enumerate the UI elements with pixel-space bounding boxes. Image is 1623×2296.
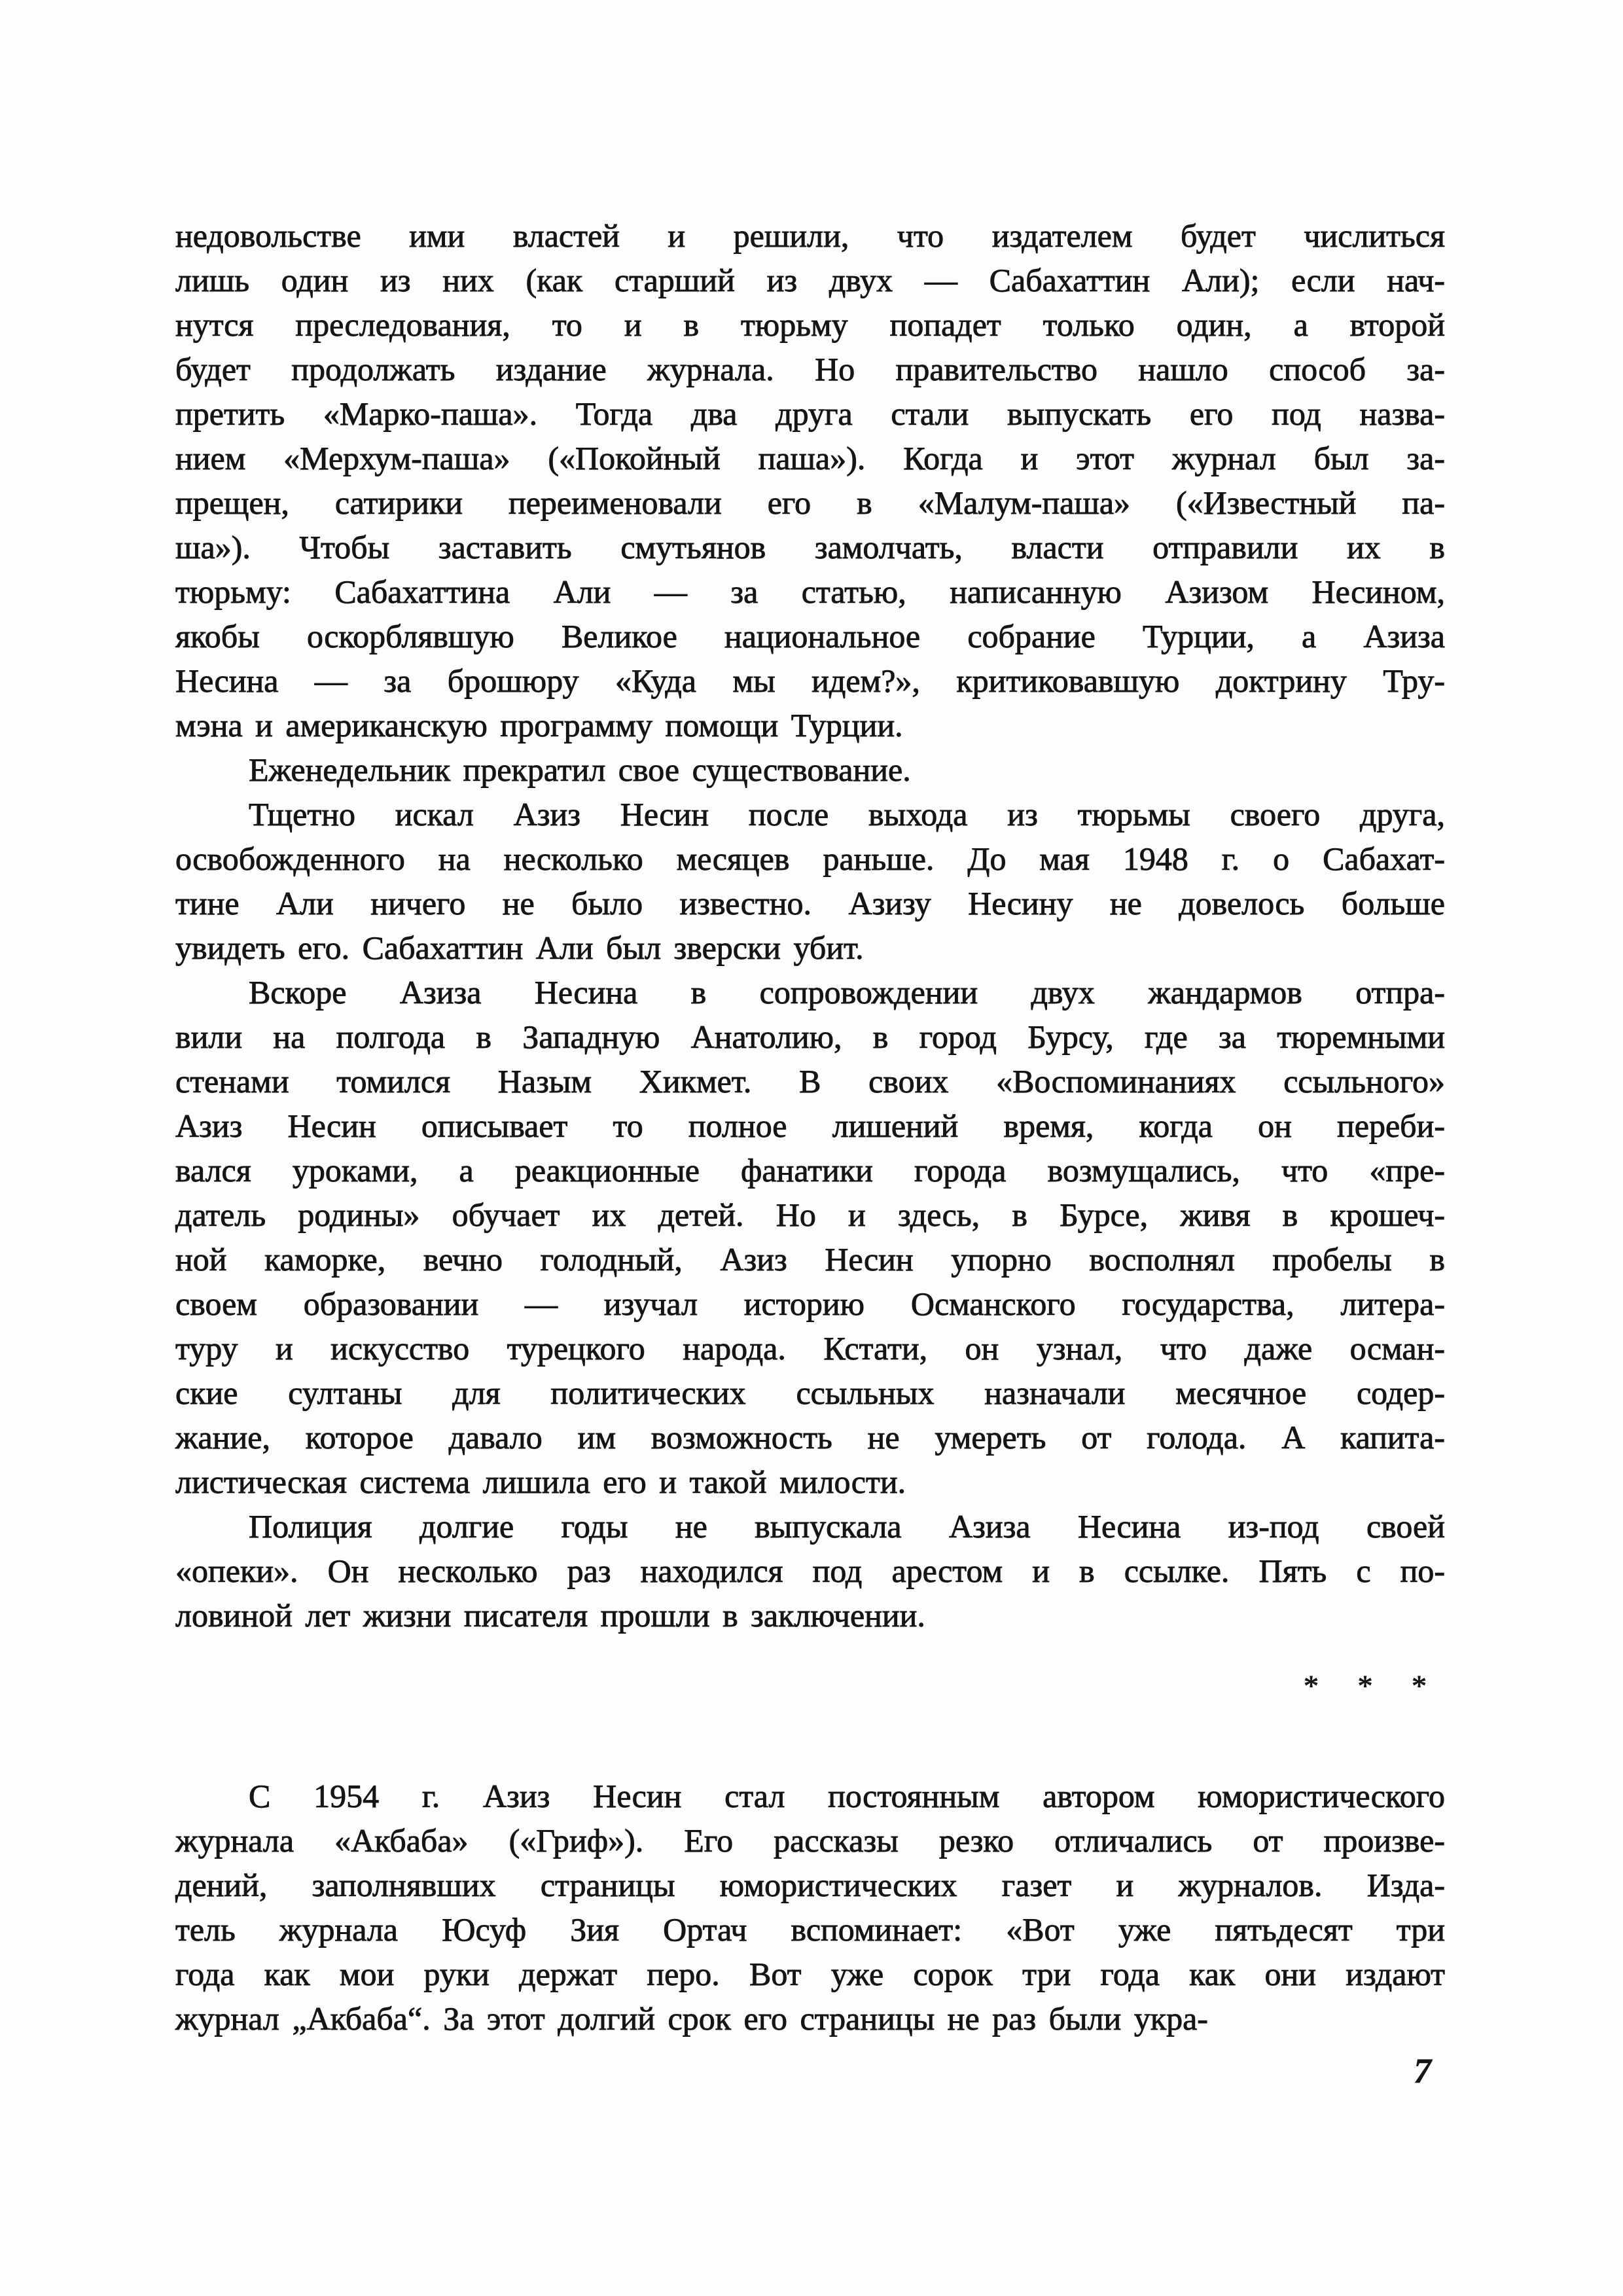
text-line: Несина — за брошюру «Куда мы идем?», критиковавшую доктрину Тру-: [175, 662, 1445, 699]
paragraph: [175, 747, 1445, 792]
text-line: своем образовании — изучал историю Османского государства, литера-: [175, 1285, 1445, 1322]
text-line: тине Али ничего не было известно. Азизу Несину не довелось больше: [175, 885, 1445, 922]
text-line: вался уроками, а реакционные фанатики города возмущались, что «пре-: [175, 1152, 1445, 1189]
text-line: нием «Мерхум-паша» («Покойный паша»). Когда и этот журнал был за-: [175, 440, 1445, 476]
paragraph: [175, 1504, 1445, 1638]
text-line: претить «Марко-паша». Тогда два друга стали выпускать его под назва-: [175, 395, 1445, 432]
text-line: Азиз Несин описывает то полное лишений время, когда он переби-: [175, 1107, 1445, 1144]
text-line: ша»). Чтобы заставить смутьянов замолчать, власти отправили их в: [175, 529, 1445, 565]
text-line: дений, заполнявших страницы юмористических газет и журналов. Изда-: [175, 1867, 1445, 1903]
text-line: нутся преследования, то и в тюрьму попадет только один, а второй: [175, 306, 1445, 343]
text-line: лишь один из них (как старший из двух — Сабахаттин Али); если нач-: [175, 262, 1445, 298]
paragraph: [175, 1774, 1445, 2041]
paragraph: [175, 792, 1445, 970]
text-line: тюрьму: Сабахаттина Али — за статью, написанную Азизом Несином,: [175, 573, 1445, 610]
section-separator: * * *: [1304, 1669, 1428, 1702]
text-line: тель журнала Юсуф Зия Ортач вспоминает: «Вот уже пятьдесят три: [175, 1911, 1445, 1948]
text-line: листическая система лишила его и такой милости.: [175, 1463, 906, 1500]
text-line: ловиной лет жизни писателя прошли в заключении.: [175, 1597, 925, 1634]
text-line: жание, которое давало им возможность не умереть от голода. А капита-: [175, 1419, 1445, 1456]
paragraph: [175, 213, 1445, 747]
text-line: журнал „Акбаба“. За этот долгий срок его страницы не раз были укра-: [175, 2000, 1208, 2037]
text-line: увидеть его. Сабахаттин Али был зверски убит.: [175, 929, 864, 966]
text-line: мэна и американскую программу помощи Турции.: [175, 707, 903, 744]
paragraph: [175, 970, 1445, 1504]
text-line: Еженедельник прекратил свое существование.: [249, 751, 911, 788]
text-line: вили на полгода в Западную Анатолию, в город Бурсу, где за тюремными: [175, 1018, 1445, 1055]
page-text: [175, 213, 1445, 2041]
text-line: будет продолжать издание журнала. Но правительство нашло способ за-: [175, 351, 1445, 387]
page-number: 7: [1414, 2051, 1431, 2090]
text-line: Вскоре Азиза Несина в сопровождении двух жандармов отпра-: [249, 974, 1445, 1011]
text-line: стенами томился Назым Хикмет. В своих «Воспоминаниях ссыльного»: [175, 1063, 1445, 1100]
text-line: Полиция долгие годы не выпускала Азиза Несина из-под своей: [249, 1508, 1445, 1545]
text-line: С 1954 г. Азиз Несин стал постоянным автором юмористического: [249, 1778, 1445, 1814]
text-line: ские султаны для политических ссыльных назначали месячное содер-: [175, 1374, 1445, 1411]
text-line: недовольстве ими властей и решили, что издателем будет числиться: [175, 217, 1445, 254]
text-line: журнала «Акбаба» («Гриф»). Его рассказы резко отличались от произве-: [175, 1822, 1445, 1859]
text-line: якобы оскорблявшую Великое национальное собрание Турции, а Азиза: [175, 618, 1445, 655]
text-line: «опеки». Он несколько раз находился под арестом и в ссылке. Пять с по-: [175, 1552, 1445, 1589]
text-line: ной каморке, вечно голодный, Азиз Несин упорно восполнял пробелы в: [175, 1241, 1445, 1278]
text-line: датель родины» обучает их детей. Но и здесь, в Бурсе, живя в крошеч-: [175, 1196, 1445, 1233]
text-line: туру и искусство турецкого народа. Кстати, он узнал, что даже осман-: [175, 1330, 1445, 1367]
text-line: Тщетно искал Азиз Несин после выхода из тюрьмы своего друга,: [249, 796, 1445, 833]
text-line: освобожденного на несколько месяцев раньше. До мая 1948 г. о Сабахат-: [175, 840, 1445, 877]
text-line: года как мои руки держат перо. Вот уже сорок три года как они издают: [175, 1956, 1445, 1992]
text-line: прещен, сатирики переименовали его в «Малум-паша» («Известный па-: [175, 484, 1445, 521]
